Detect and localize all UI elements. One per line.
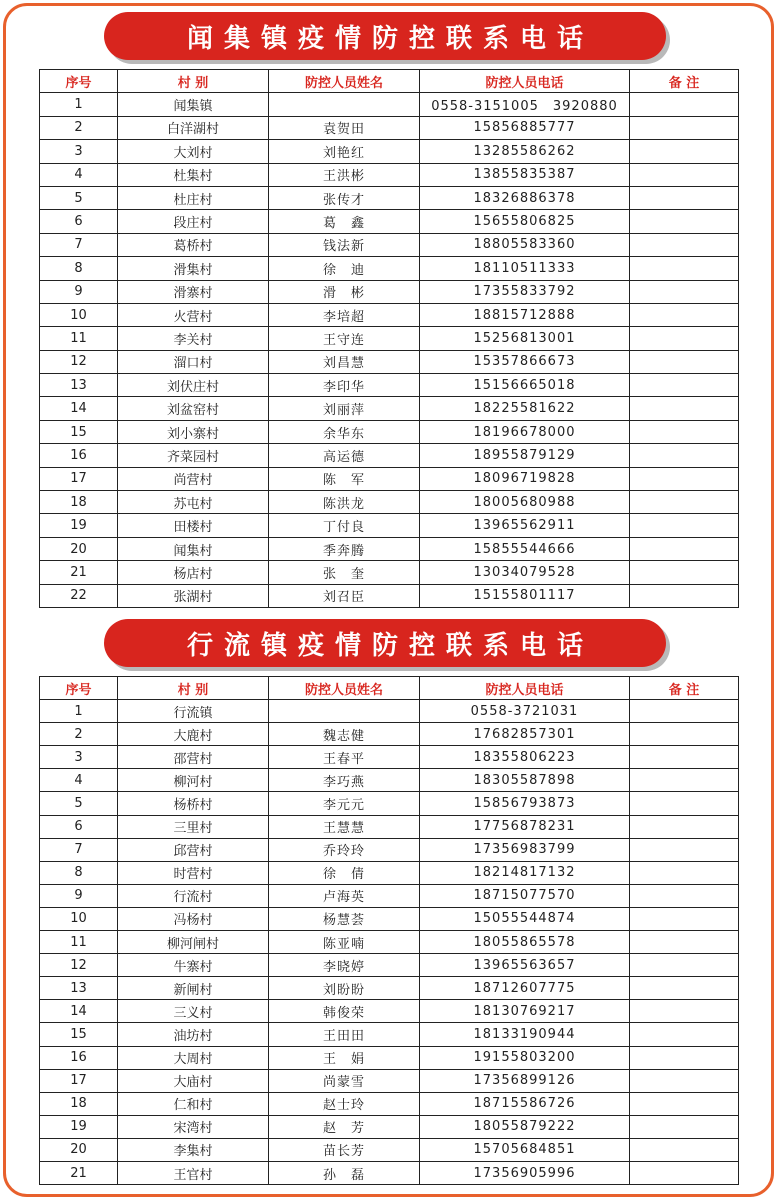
cell-index: 18 — [40, 1092, 118, 1115]
cell-staff-name: 张 奎 — [269, 561, 420, 584]
cell-staff-name: 徐 迪 — [269, 257, 420, 280]
cell-staff-name: 魏志健 — [269, 723, 420, 746]
cell-phone: 13965562911 — [420, 514, 630, 537]
table-header-row — [40, 70, 739, 93]
cell-index: 5 — [40, 186, 118, 209]
cell-staff-name: 袁贺田 — [269, 116, 420, 139]
cell-phone: 15856793873 — [420, 792, 630, 815]
cell-index: 22 — [40, 584, 118, 607]
cell-phone: 18055865578 — [420, 931, 630, 954]
cell-village: 刘盆窑村 — [118, 397, 269, 420]
cell-note — [630, 444, 739, 467]
cell-index: 20 — [40, 1138, 118, 1161]
cell-index: 16 — [40, 1046, 118, 1069]
cell-note — [630, 931, 739, 954]
cell-staff-name: 李印华 — [269, 374, 420, 397]
cell-phone: 18096719828 — [420, 467, 630, 490]
cell-index: 9 — [40, 280, 118, 303]
cell-phone: 18715077570 — [420, 884, 630, 907]
table-row — [40, 210, 739, 233]
cell-village: 王官村 — [118, 1161, 269, 1184]
cell-staff-name — [269, 700, 420, 723]
cell-index: 14 — [40, 1000, 118, 1023]
cell-index: 3 — [40, 140, 118, 163]
cell-phone: 19155803200 — [420, 1046, 630, 1069]
cell-phone: 17355833792 — [420, 280, 630, 303]
cell-note — [630, 186, 739, 209]
cell-village: 大刘村 — [118, 140, 269, 163]
cell-note — [630, 257, 739, 280]
cell-village: 葛桥村 — [118, 233, 269, 256]
section-1-contact-table — [39, 69, 739, 608]
table-row — [40, 350, 739, 373]
cell-index: 11 — [40, 931, 118, 954]
table-row — [40, 1046, 739, 1069]
cell-village: 邱营村 — [118, 838, 269, 861]
cell-note — [630, 1115, 739, 1138]
cell-staff-name: 尚蒙雪 — [269, 1069, 420, 1092]
table-row — [40, 514, 739, 537]
cell-village: 段庄村 — [118, 210, 269, 233]
cell-index: 2 — [40, 116, 118, 139]
table-row — [40, 1023, 739, 1046]
cell-phone: 18055879222 — [420, 1115, 630, 1138]
cell-phone: 18196678000 — [420, 420, 630, 443]
table-row — [40, 140, 739, 163]
cell-phone: 18214817132 — [420, 861, 630, 884]
cell-staff-name: 陈 军 — [269, 467, 420, 490]
cell-note — [630, 723, 739, 746]
cell-index: 6 — [40, 815, 118, 838]
cell-phone: 13965563657 — [420, 954, 630, 977]
cell-phone: 17682857301 — [420, 723, 630, 746]
cell-village: 三义村 — [118, 1000, 269, 1023]
cell-index: 14 — [40, 397, 118, 420]
section-2-title: 行流镇疫情防控联系电话 — [186, 630, 594, 661]
cell-staff-name: 张传才 — [269, 186, 420, 209]
cell-village: 溜口村 — [118, 350, 269, 373]
cell-index: 10 — [40, 907, 118, 930]
cell-phone: 17356983799 — [420, 838, 630, 861]
cell-note — [630, 584, 739, 607]
cell-index: 21 — [40, 561, 118, 584]
cell-staff-name: 赵 芳 — [269, 1115, 420, 1138]
cell-note — [630, 350, 739, 373]
cell-staff-name — [269, 93, 420, 116]
cell-index: 4 — [40, 769, 118, 792]
cell-index: 19 — [40, 1115, 118, 1138]
table-row — [40, 467, 739, 490]
cell-note — [630, 1138, 739, 1161]
cell-phone: 13855835387 — [420, 163, 630, 186]
cell-note — [630, 1023, 739, 1046]
cell-note — [630, 838, 739, 861]
table-row — [40, 186, 739, 209]
table-row — [40, 792, 739, 815]
cell-village: 杨店村 — [118, 561, 269, 584]
cell-phone: 15155801117 — [420, 584, 630, 607]
table-row — [40, 815, 739, 838]
cell-staff-name: 丁付良 — [269, 514, 420, 537]
cell-index: 1 — [40, 93, 118, 116]
cell-index: 8 — [40, 861, 118, 884]
cell-staff-name: 李晓婷 — [269, 954, 420, 977]
cell-phone: 17356905996 — [420, 1161, 630, 1184]
table-row — [40, 93, 739, 116]
table-row — [40, 163, 739, 186]
cell-phone: 18130769217 — [420, 1000, 630, 1023]
cell-phone: 13034079528 — [420, 561, 630, 584]
cell-village: 李关村 — [118, 327, 269, 350]
col-header-phone: 防控人员电话 — [420, 677, 630, 700]
cell-staff-name: 钱法新 — [269, 233, 420, 256]
cell-index: 16 — [40, 444, 118, 467]
table-row — [40, 907, 739, 930]
table-row — [40, 1161, 739, 1184]
cell-note — [630, 163, 739, 186]
cell-phone: 0558-3151005 3920880 — [420, 93, 630, 116]
col-header-name: 防控人员姓名 — [269, 677, 420, 700]
cell-phone: 18305587898 — [420, 769, 630, 792]
table-row — [40, 861, 739, 884]
cell-village: 滑寨村 — [118, 280, 269, 303]
table-row — [40, 584, 739, 607]
table-row — [40, 491, 739, 514]
cell-staff-name: 卢海英 — [269, 884, 420, 907]
section-2-contact-table — [39, 676, 739, 1185]
cell-staff-name: 王田田 — [269, 1023, 420, 1046]
cell-village: 滑集村 — [118, 257, 269, 280]
cell-staff-name: 苗长芳 — [269, 1138, 420, 1161]
cell-staff-name: 高运德 — [269, 444, 420, 467]
cell-note — [630, 861, 739, 884]
cell-note — [630, 700, 739, 723]
table-row — [40, 1115, 739, 1138]
cell-village: 杜集村 — [118, 163, 269, 186]
table-row — [40, 977, 739, 1000]
cell-index: 18 — [40, 491, 118, 514]
cell-index: 21 — [40, 1161, 118, 1184]
cell-index: 15 — [40, 420, 118, 443]
cell-note — [630, 397, 739, 420]
cell-note — [630, 907, 739, 930]
table-row — [40, 327, 739, 350]
cell-village: 柳河闸村 — [118, 931, 269, 954]
cell-index: 15 — [40, 1023, 118, 1046]
cell-village: 大鹿村 — [118, 723, 269, 746]
cell-phone: 18133190944 — [420, 1023, 630, 1046]
cell-staff-name: 季奔腾 — [269, 537, 420, 560]
cell-village: 宋湾村 — [118, 1115, 269, 1138]
col-header-note: 备 注 — [630, 677, 739, 700]
cell-staff-name: 王守连 — [269, 327, 420, 350]
cell-note — [630, 420, 739, 443]
table-row — [40, 1138, 739, 1161]
cell-note — [630, 116, 739, 139]
cell-phone: 15655806825 — [420, 210, 630, 233]
cell-note — [630, 327, 739, 350]
cell-note — [630, 746, 739, 769]
cell-index: 10 — [40, 303, 118, 326]
col-header-village: 村 别 — [118, 677, 269, 700]
cell-phone: 0558-3721031 — [420, 700, 630, 723]
cell-phone: 17756878231 — [420, 815, 630, 838]
cell-phone: 18815712888 — [420, 303, 630, 326]
cell-note — [630, 792, 739, 815]
table-row — [40, 397, 739, 420]
cell-staff-name: 刘艳红 — [269, 140, 420, 163]
cell-village: 尚营村 — [118, 467, 269, 490]
section-1-title-banner — [104, 12, 666, 60]
cell-index: 2 — [40, 723, 118, 746]
cell-staff-name: 徐 倩 — [269, 861, 420, 884]
cell-phone: 18715586726 — [420, 1092, 630, 1115]
cell-staff-name: 刘召臣 — [269, 584, 420, 607]
cell-index: 13 — [40, 374, 118, 397]
table-row — [40, 884, 739, 907]
cell-village: 大庙村 — [118, 1069, 269, 1092]
cell-note — [630, 93, 739, 116]
cell-village: 苏屯村 — [118, 491, 269, 514]
cell-village: 齐菜园村 — [118, 444, 269, 467]
cell-staff-name: 刘丽萍 — [269, 397, 420, 420]
cell-index: 9 — [40, 884, 118, 907]
cell-note — [630, 303, 739, 326]
cell-village: 行流镇 — [118, 700, 269, 723]
cell-note — [630, 140, 739, 163]
cell-village: 牛寨村 — [118, 954, 269, 977]
cell-index: 1 — [40, 700, 118, 723]
cell-phone: 18712607775 — [420, 977, 630, 1000]
table-row — [40, 1000, 739, 1023]
cell-phone: 15856885777 — [420, 116, 630, 139]
cell-village: 杨桥村 — [118, 792, 269, 815]
cell-staff-name: 余华东 — [269, 420, 420, 443]
cell-index: 19 — [40, 514, 118, 537]
cell-index: 6 — [40, 210, 118, 233]
cell-note — [630, 815, 739, 838]
cell-note — [630, 769, 739, 792]
table-row — [40, 561, 739, 584]
col-header-phone: 防控人员电话 — [420, 70, 630, 93]
cell-note — [630, 1069, 739, 1092]
cell-phone: 15055544874 — [420, 907, 630, 930]
cell-village: 刘小寨村 — [118, 420, 269, 443]
table-row — [40, 1092, 739, 1115]
col-header-index: 序号 — [40, 677, 118, 700]
col-header-village: 村 别 — [118, 70, 269, 93]
cell-index: 17 — [40, 467, 118, 490]
cell-phone: 13285586262 — [420, 140, 630, 163]
cell-village: 新闸村 — [118, 977, 269, 1000]
cell-staff-name: 陈亚喃 — [269, 931, 420, 954]
cell-note — [630, 467, 739, 490]
cell-village: 火营村 — [118, 303, 269, 326]
cell-phone: 18805583360 — [420, 233, 630, 256]
cell-village: 张湖村 — [118, 584, 269, 607]
cell-note — [630, 374, 739, 397]
cell-phone: 15156665018 — [420, 374, 630, 397]
cell-phone: 15705684851 — [420, 1138, 630, 1161]
table-row — [40, 700, 739, 723]
cell-village: 柳河村 — [118, 769, 269, 792]
cell-note — [630, 1000, 739, 1023]
cell-village: 田楼村 — [118, 514, 269, 537]
cell-phone: 18955879129 — [420, 444, 630, 467]
cell-phone: 18355806223 — [420, 746, 630, 769]
cell-index: 7 — [40, 233, 118, 256]
table-row — [40, 746, 739, 769]
cell-staff-name: 滑 彬 — [269, 280, 420, 303]
cell-village: 杜庄村 — [118, 186, 269, 209]
table-row — [40, 374, 739, 397]
cell-index: 12 — [40, 954, 118, 977]
cell-phone: 18005680988 — [420, 491, 630, 514]
cell-phone: 18326886378 — [420, 186, 630, 209]
cell-index: 12 — [40, 350, 118, 373]
table-row — [40, 444, 739, 467]
cell-village: 行流村 — [118, 884, 269, 907]
section-1-title: 闻集镇疫情防控联系电话 — [186, 23, 594, 54]
cell-note — [630, 1161, 739, 1184]
section-1-table-body — [40, 93, 739, 608]
table-row — [40, 420, 739, 443]
table-row — [40, 723, 739, 746]
cell-index: 8 — [40, 257, 118, 280]
table-row — [40, 537, 739, 560]
cell-village: 大周村 — [118, 1046, 269, 1069]
cell-village: 仁和村 — [118, 1092, 269, 1115]
section-2-title-banner — [104, 619, 666, 667]
cell-phone: 18225581622 — [420, 397, 630, 420]
cell-note — [630, 954, 739, 977]
cell-note — [630, 884, 739, 907]
table-row — [40, 769, 739, 792]
cell-village: 冯杨村 — [118, 907, 269, 930]
cell-index: 7 — [40, 838, 118, 861]
cell-staff-name: 王慧慧 — [269, 815, 420, 838]
cell-village: 邵营村 — [118, 746, 269, 769]
table-row — [40, 280, 739, 303]
cell-phone: 15855544666 — [420, 537, 630, 560]
cell-phone: 15357866673 — [420, 350, 630, 373]
cell-staff-name: 杨慧荟 — [269, 907, 420, 930]
cell-staff-name: 王洪彬 — [269, 163, 420, 186]
cell-staff-name: 孙 磊 — [269, 1161, 420, 1184]
cell-staff-name: 乔玲玲 — [269, 838, 420, 861]
cell-village: 油坊村 — [118, 1023, 269, 1046]
cell-village: 三里村 — [118, 815, 269, 838]
table-header-row — [40, 677, 739, 700]
cell-index: 3 — [40, 746, 118, 769]
cell-village: 李集村 — [118, 1138, 269, 1161]
table-row — [40, 838, 739, 861]
cell-note — [630, 561, 739, 584]
cell-village: 闻集镇 — [118, 93, 269, 116]
cell-phone: 15256813001 — [420, 327, 630, 350]
cell-note — [630, 1092, 739, 1115]
table-row — [40, 931, 739, 954]
cell-staff-name: 李巧燕 — [269, 769, 420, 792]
cell-note — [630, 1046, 739, 1069]
cell-index: 13 — [40, 977, 118, 1000]
table-row — [40, 233, 739, 256]
cell-village: 白洋湖村 — [118, 116, 269, 139]
cell-staff-name: 赵士玲 — [269, 1092, 420, 1115]
table-row — [40, 116, 739, 139]
cell-staff-name: 刘盼盼 — [269, 977, 420, 1000]
cell-note — [630, 280, 739, 303]
cell-village: 刘伏庄村 — [118, 374, 269, 397]
col-header-name: 防控人员姓名 — [269, 70, 420, 93]
table-row — [40, 1069, 739, 1092]
cell-index: 4 — [40, 163, 118, 186]
cell-note — [630, 210, 739, 233]
cell-note — [630, 514, 739, 537]
cell-staff-name: 李培超 — [269, 303, 420, 326]
cell-note — [630, 491, 739, 514]
table-row — [40, 257, 739, 280]
cell-staff-name: 陈洪龙 — [269, 491, 420, 514]
cell-staff-name: 王春平 — [269, 746, 420, 769]
cell-note — [630, 537, 739, 560]
cell-index: 11 — [40, 327, 118, 350]
cell-phone: 18110511333 — [420, 257, 630, 280]
col-header-index: 序号 — [40, 70, 118, 93]
cell-village: 时营村 — [118, 861, 269, 884]
table-row — [40, 954, 739, 977]
section-2-table-body — [40, 700, 739, 1185]
table-row — [40, 303, 739, 326]
cell-staff-name: 韩俊荣 — [269, 1000, 420, 1023]
cell-index: 20 — [40, 537, 118, 560]
cell-index: 5 — [40, 792, 118, 815]
cell-index: 17 — [40, 1069, 118, 1092]
cell-staff-name: 刘昌慧 — [269, 350, 420, 373]
cell-staff-name: 李元元 — [269, 792, 420, 815]
col-header-note: 备 注 — [630, 70, 739, 93]
cell-phone: 17356899126 — [420, 1069, 630, 1092]
cell-village: 闻集村 — [118, 537, 269, 560]
cell-staff-name: 王 娟 — [269, 1046, 420, 1069]
cell-staff-name: 葛 鑫 — [269, 210, 420, 233]
cell-note — [630, 233, 739, 256]
cell-note — [630, 977, 739, 1000]
